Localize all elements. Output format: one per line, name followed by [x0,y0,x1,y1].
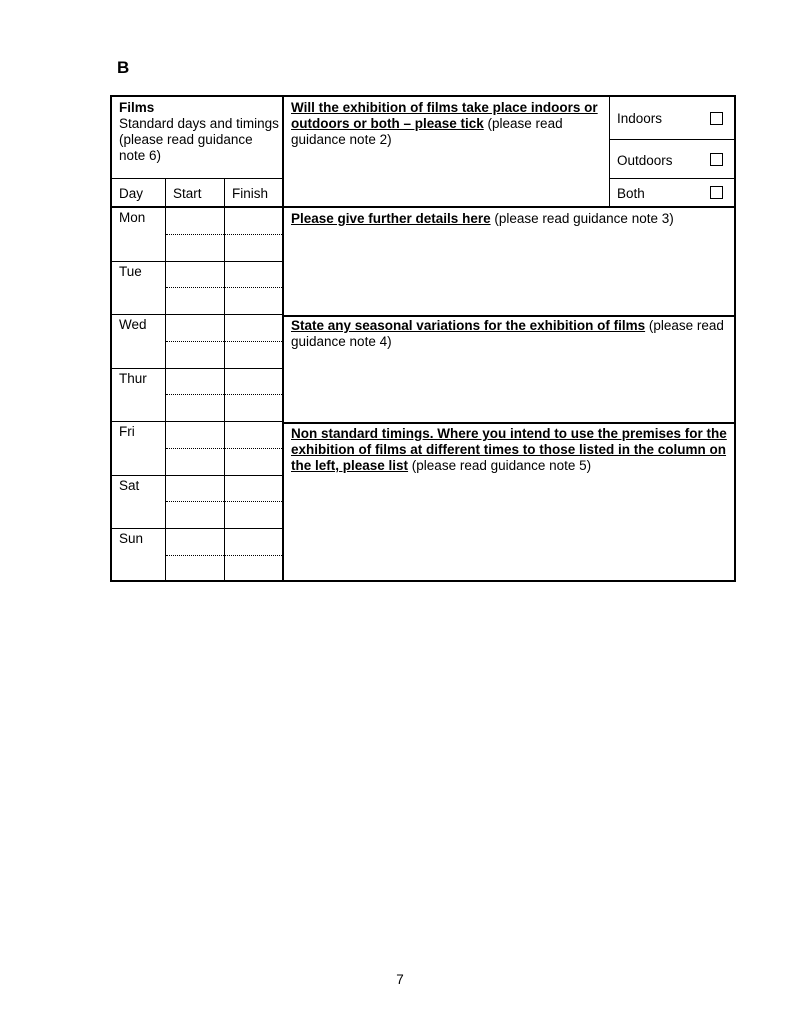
start-time-input[interactable] [166,502,223,527]
location-question [291,100,606,148]
finish-time-input[interactable] [225,262,282,287]
option-indoors-label: Indoors [617,111,663,126]
non-standard-note: (please read guidance note 5) [408,458,592,473]
non-standard-field[interactable] [283,477,736,579]
day-label: Mon [119,210,146,225]
finish-time-input[interactable] [225,235,282,260]
start-time-input[interactable] [166,208,223,233]
option-divider-1 [609,139,736,140]
start-time-input[interactable] [166,369,223,394]
day-label: Sat [119,477,140,493]
finish-time-input[interactable] [225,502,282,527]
day-label: Thur [119,370,147,386]
start-time-input[interactable] [166,235,223,260]
row-midline [166,555,282,556]
start-time-input[interactable] [166,315,223,340]
finish-time-input[interactable] [225,395,282,420]
films-form [110,95,736,582]
finish-time-input[interactable] [225,315,282,340]
option-divider-2 [609,178,736,179]
finish-time-input[interactable] [225,422,282,447]
day-label: Tue [119,263,142,279]
seasonal-note: (please read guidance note 4) [291,318,724,349]
start-time-input[interactable] [166,342,223,367]
start-time-input[interactable] [166,476,223,501]
finish-time-input[interactable] [225,476,282,501]
non-standard-bold: Non standard timings. Where you intend to use the premises for the exhibition of films at different times to those listed in the column on the left, please list [291,426,727,473]
seasonal-label [291,318,731,350]
start-time-input[interactable] [166,288,223,313]
start-time-input[interactable] [166,262,223,287]
finish-time-input[interactable] [225,342,282,367]
seasonal-field[interactable] [283,351,736,421]
further-details-note: (please read guidance note 3) [490,211,674,226]
row-midline [166,501,282,502]
row-midline [166,448,282,449]
seasonal-bold: State any seasonal variations for the exhibition of films [291,318,646,333]
films-heading [119,100,279,164]
further-details-field[interactable] [283,225,736,313]
finish-time-input[interactable] [225,369,282,394]
option-outdoors-label: Outdoors [617,153,673,168]
films-subtitle: Standard days and timings (please read guidance note 6) [119,116,279,163]
row-midline [166,234,282,235]
outdoors-checkbox[interactable] [710,153,723,166]
finish-time-input[interactable] [225,556,282,581]
location-question-bold: Will the exhibition of films take place indoors or outdoors or both – please tick [291,100,598,131]
row-midline [166,341,282,342]
seasonal-bottom [282,422,736,424]
start-time-input[interactable] [166,422,223,447]
row-midline [166,287,282,288]
further-details-bold: Please give further details here [291,211,491,226]
start-time-input[interactable] [166,556,223,581]
day-header: Day [119,186,144,201]
finish-time-input[interactable] [225,449,282,474]
options-divider [609,97,610,207]
section-letter: B [117,58,130,77]
day-label: Fri [119,424,135,439]
finish-time-input[interactable] [225,288,282,313]
page-number: 7 [396,972,404,987]
films-title: Films [119,100,155,115]
location-question-note: (please read guidance note 2) [291,116,563,147]
day-label: Sun [119,531,144,546]
non-standard-label [291,426,731,474]
start-time-input[interactable] [166,449,223,474]
finish-header: Finish [232,186,269,201]
both-checkbox[interactable] [710,186,723,199]
indoors-checkbox[interactable] [710,112,723,125]
finish-time-input[interactable] [225,529,282,554]
start-time-input[interactable] [166,395,223,420]
start-header: Start [173,186,202,201]
further-details-bottom [282,315,736,317]
option-both-label: Both [617,186,645,201]
row-midline [166,394,282,395]
start-time-input[interactable] [166,529,223,554]
day-label: Wed [119,317,147,332]
finish-time-input[interactable] [225,208,282,233]
header-divider-left [112,178,282,179]
